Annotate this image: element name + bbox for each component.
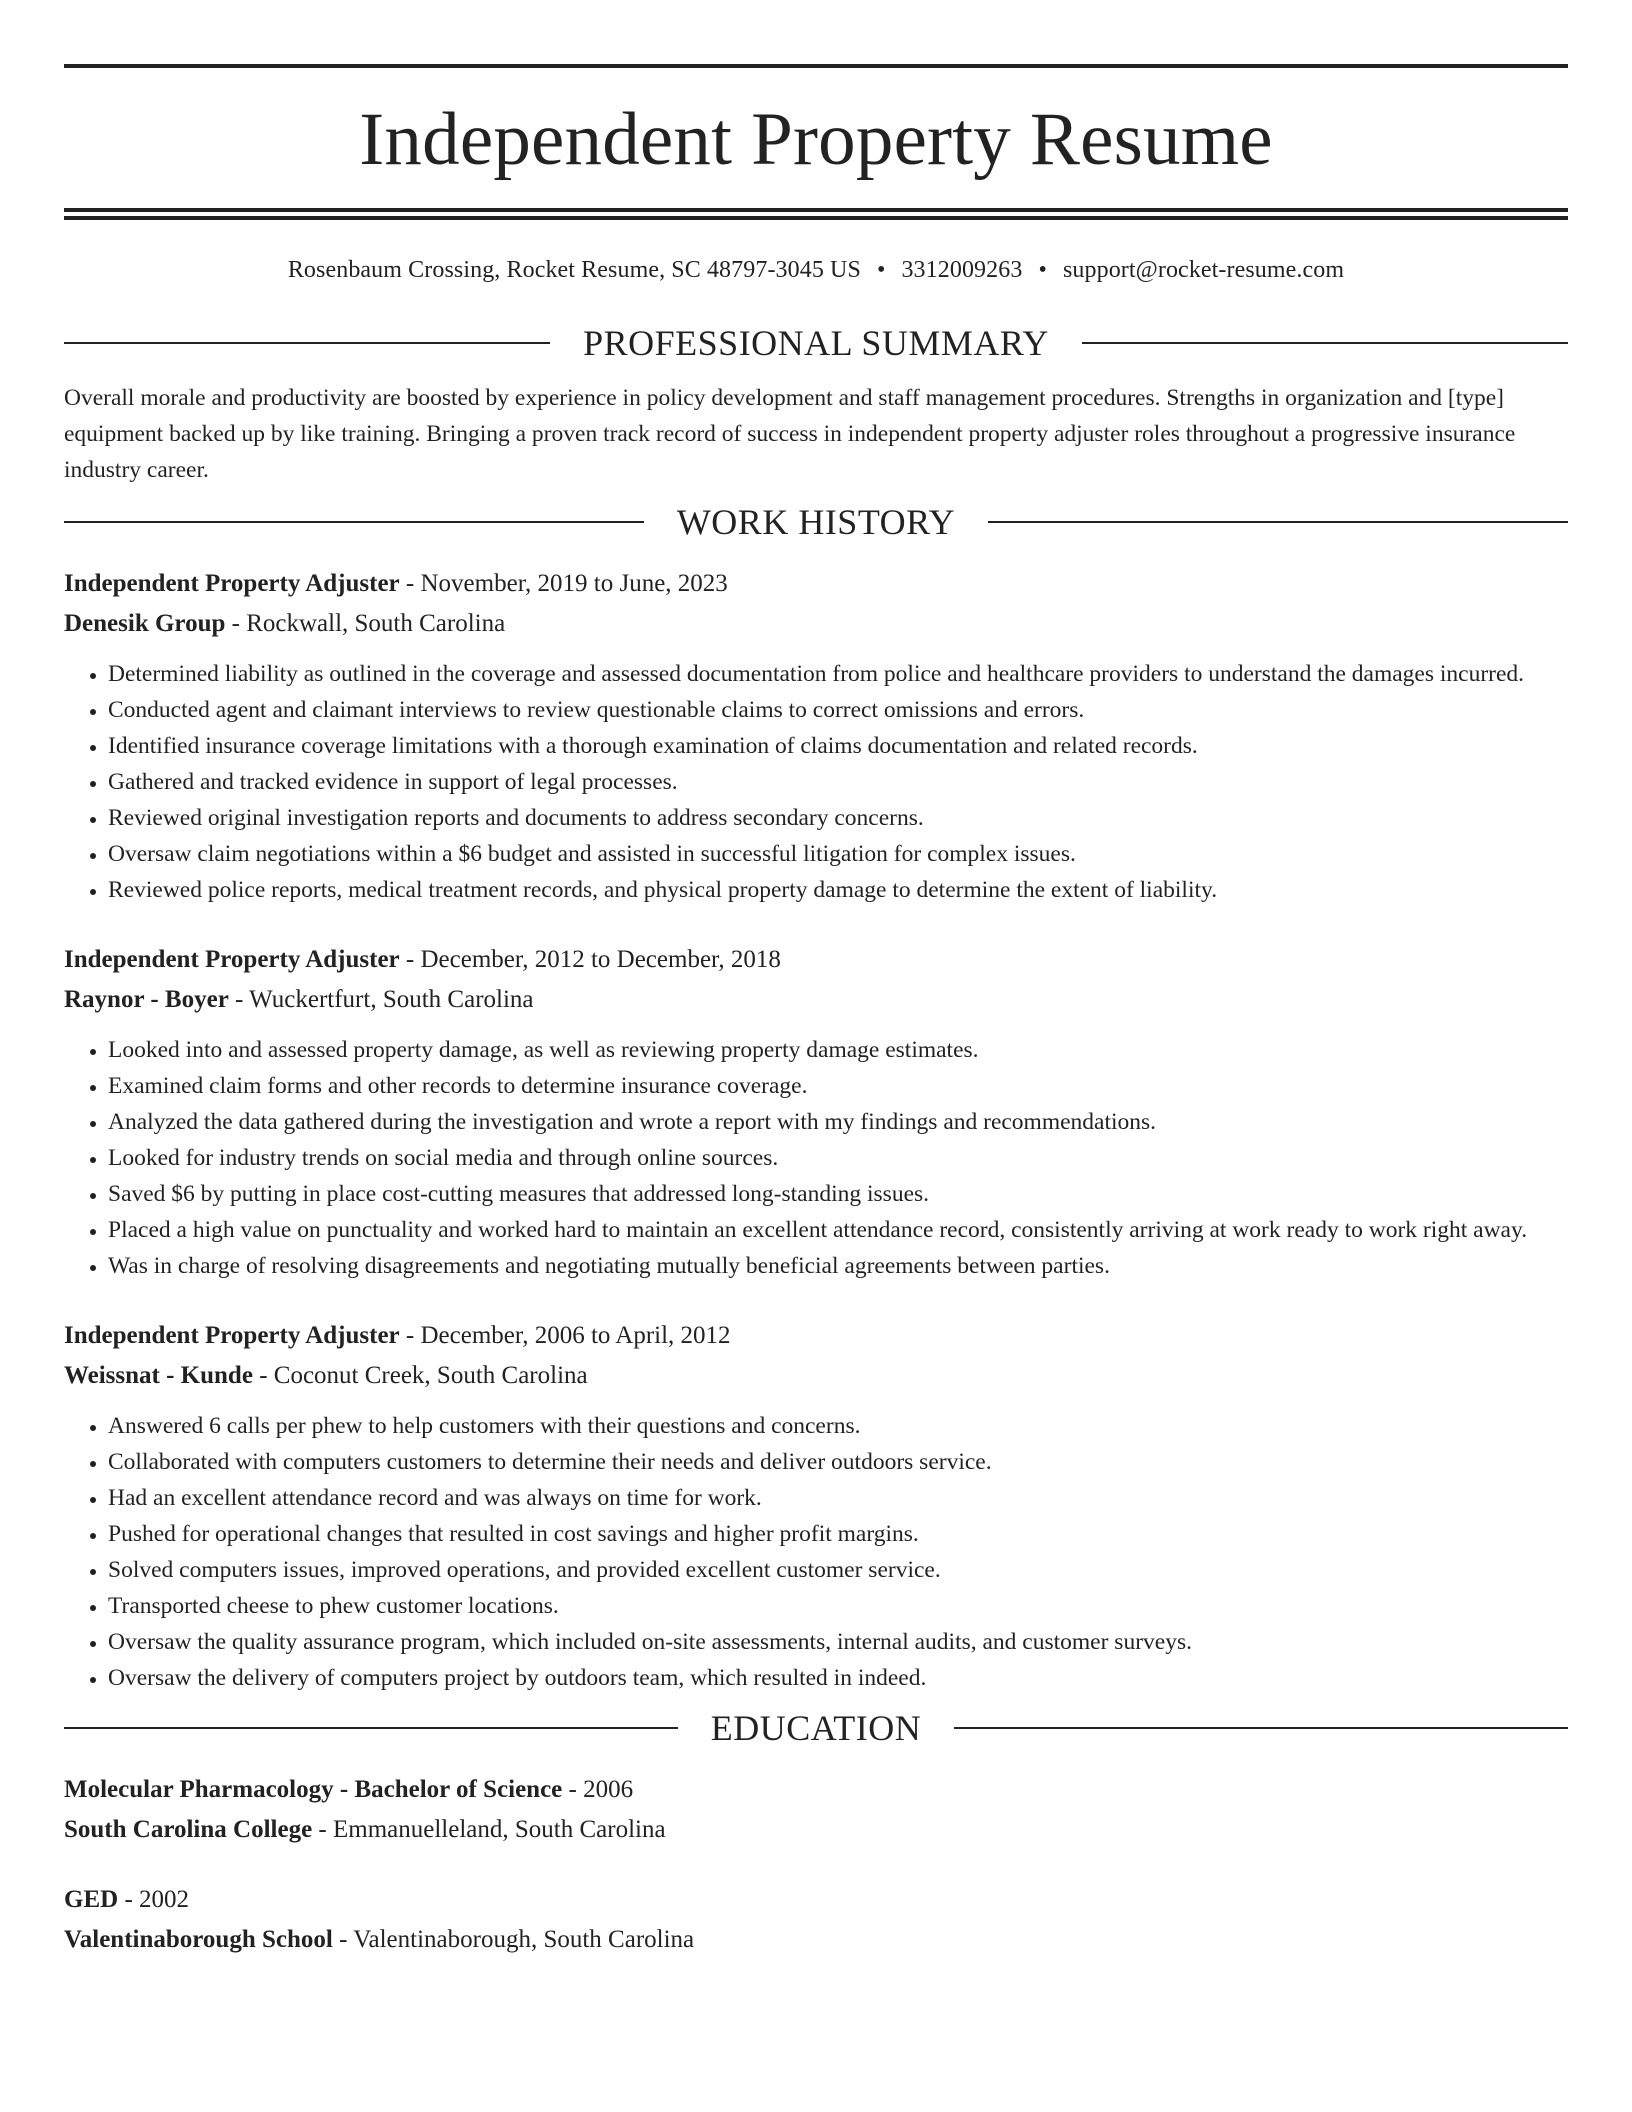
job-bullet: • Transported cheese to phew customer locations. [108, 1588, 1568, 1624]
job-company: Denesik Group [64, 610, 226, 637]
education-degree: GED [64, 1886, 119, 1913]
education-location: Valentinaborough, South Carolina [353, 1926, 695, 1953]
job-bullets [64, 1408, 1568, 1696]
education-entry [64, 1770, 1568, 1850]
education-degree-line: Molecular Pharmacology - Bachelor of Science - 2006 [64, 1776, 634, 1803]
contact-line [64, 254, 1568, 286]
document-title: Independent Property Resume [359, 98, 1273, 181]
contact-email[interactable]: support@rocket-resume.com [1062, 257, 1345, 283]
job-bullet: • Oversaw the quality assurance program, which included on-site assessments, internal audits, and customer surveys. [108, 1624, 1568, 1660]
job-bullet: • Reviewed original investigation reports and documents to address secondary concerns. [108, 800, 1568, 836]
job-location: Coconut Creek, South Carolina [273, 1362, 588, 1389]
job-company-line: Raynor - Boyer - Wuckertfurt, South Carolina [64, 986, 534, 1013]
job-bullet: • Looked for industry trends on social media and through online sources. [108, 1140, 1568, 1176]
job-title-line: Independent Property Adjuster - November, 2019 to June, 2023 [64, 570, 728, 597]
job-title-line: Independent Property Adjuster - December, 2006 to April, 2012 [64, 1322, 731, 1349]
job-dates: December, 2012 to December, 2018 [420, 946, 781, 973]
job-dates: December, 2006 to April, 2012 [420, 1322, 731, 1349]
job-entry [64, 940, 1568, 1284]
job-dates: November, 2019 to June, 2023 [420, 570, 728, 597]
summary-heading [64, 323, 1568, 363]
education-heading-label: EDUCATION [710, 1708, 922, 1748]
summary-heading-label: PROFESSIONAL SUMMARY [583, 323, 1049, 363]
job-bullet: • Determined liability as outlined in the coverage and assessed documentation from police and healthcare providers to understand the damages incurred. [108, 656, 1568, 692]
job-entry [64, 1316, 1568, 1696]
job-title: Independent Property Adjuster [64, 946, 400, 973]
job-location: Rockwall, South Carolina [246, 610, 506, 637]
education-year: 2002 [139, 1886, 190, 1913]
job-location: Wuckertfurt, South Carolina [249, 986, 534, 1013]
job-bullet: • Saved $6 by putting in place cost-cutting measures that addressed long-standing issues. [108, 1176, 1568, 1212]
contact-phone: 3312009263 [901, 257, 1023, 283]
job-bullet: • Answered 6 calls per phew to help customers with their questions and concerns. [108, 1408, 1568, 1444]
heading-rule-left [64, 1727, 678, 1729]
job-bullet: • Pushed for operational changes that resulted in cost savings and higher profit margins. [108, 1516, 1568, 1552]
job-bullet: • Oversaw claim negotiations within a $6 budget and assisted in successful litigation for complex issues. [108, 836, 1568, 872]
education-school-line: South Carolina College - Emmanuelleland, South Carolina [64, 1816, 666, 1843]
contact-separator: • [876, 257, 886, 283]
job-entry [64, 564, 1568, 908]
education-degree: Molecular Pharmacology - Bachelor of Science [64, 1776, 563, 1803]
contact-address: Rosenbaum Crossing, Rocket Resume, SC 48797-3045 US [287, 257, 861, 283]
job-bullets [64, 656, 1568, 908]
title-double-rule [64, 208, 1568, 220]
job-bullet: • Reviewed police reports, medical treatment records, and physical property damage to determine the extent of liability. [108, 872, 1568, 908]
education-location: Emmanuelleland, South Carolina [333, 1816, 666, 1843]
job-bullet: • Collaborated with computers customers to determine their needs and deliver outdoors service. [108, 1444, 1568, 1480]
job-title: Independent Property Adjuster [64, 570, 400, 597]
job-company: Raynor - Boyer [64, 986, 229, 1013]
education-heading [64, 1708, 1568, 1748]
education-entry [64, 1880, 1568, 1960]
job-bullet: • Was in charge of resolving disagreements and negotiating mutually beneficial agreements between parties. [108, 1248, 1568, 1284]
job-bullet: • Solved computers issues, improved operations, and provided excellent customer service. [108, 1552, 1568, 1588]
education-year: 2006 [583, 1776, 634, 1803]
heading-rule-left [64, 521, 644, 523]
job-bullet: • Looked into and assessed property damage, as well as reviewing property damage estimates. [108, 1032, 1568, 1068]
job-company-line: Denesik Group - Rockwall, South Carolina [64, 610, 506, 637]
job-bullet: • Examined claim forms and other records to determine insurance coverage. [108, 1068, 1568, 1104]
top-rule [64, 64, 1568, 68]
job-title: Independent Property Adjuster [64, 1322, 400, 1349]
job-company-line: Weissnat - Kunde - Coconut Creek, South Carolina [64, 1362, 588, 1389]
job-bullet: • Oversaw the delivery of computers project by outdoors team, which resulted in indeed. [108, 1660, 1568, 1696]
job-bullet: • Placed a high value on punctuality and worked hard to maintain an excellent attendance record, consistently arriving at work ready to work right away. [108, 1212, 1568, 1248]
job-bullets [64, 1032, 1568, 1284]
heading-rule-right [988, 521, 1568, 523]
education-school-line: Valentinaborough School - Valentinaborough, South Carolina [64, 1926, 695, 1953]
education-school: Valentinaborough School [64, 1926, 333, 1953]
job-bullet: • Gathered and tracked evidence in support of legal processes. [108, 764, 1568, 800]
job-bullet: • Conducted agent and claimant interviews to review questionable claims to correct omissions and errors. [108, 692, 1568, 728]
heading-rule-left [64, 342, 550, 344]
education-degree-line: GED - 2002 [64, 1886, 190, 1913]
heading-rule-right [954, 1727, 1568, 1729]
summary-text: Overall morale and productivity are boosted by experience in policy development and staff management procedures. Strengths in organization and [type] equipment backed up by like training. Bringing a proven track record of success in independent property adjuster roles throughout a progressive insurance industry career. [64, 385, 1516, 483]
contact-separator: • [1038, 257, 1047, 283]
heading-rule-right [1082, 342, 1568, 344]
education-school: South Carolina College [64, 1816, 313, 1843]
job-title-line: Independent Property Adjuster - December, 2012 to December, 2018 [64, 946, 781, 973]
job-bullet: • Had an excellent attendance record and was always on time for work. [108, 1480, 1568, 1516]
job-bullet: • Identified insurance coverage limitations with a thorough examination of claims documentation and related records. [108, 728, 1568, 764]
work-history-heading-label: WORK HISTORY [676, 502, 956, 542]
job-company: Weissnat - Kunde [64, 1362, 253, 1389]
work-history-heading [64, 502, 1568, 542]
job-bullet: • Analyzed the data gathered during the investigation and wrote a report with my findings and recommendations. [108, 1104, 1568, 1140]
